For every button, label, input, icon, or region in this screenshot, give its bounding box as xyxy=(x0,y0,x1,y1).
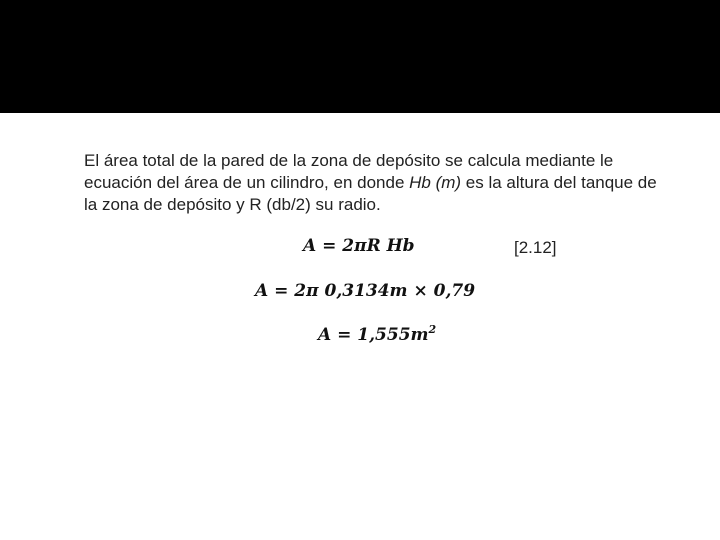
equation-lhs: A xyxy=(318,325,332,345)
equation-exponent: 2 xyxy=(428,323,437,336)
paragraph-italic-term: Hb (m) xyxy=(409,173,462,192)
equation-substitution xyxy=(255,281,475,301)
paragraph-text-start: El área total de la pared de la zona de depósito se calcula mediante le ecuación del área de un cilindro, en donde xyxy=(84,151,614,192)
equation-rhs: 1,555m xyxy=(357,325,429,345)
equation-rhs: 2πR Hb xyxy=(342,236,415,256)
equation-number: [2.12] xyxy=(514,238,557,257)
equation-result xyxy=(318,323,436,345)
equation-cylinder-area-formula xyxy=(303,236,415,256)
equation-lhs: A xyxy=(255,281,269,301)
equation-equals: = xyxy=(331,325,358,345)
equation-equals: = xyxy=(268,281,295,301)
equation-lhs: A xyxy=(303,236,317,256)
top-black-band xyxy=(0,0,720,113)
equation-equals: = xyxy=(316,236,343,256)
body-paragraph xyxy=(84,150,664,216)
equation-rhs: 2π 0,3134m × 0,79 xyxy=(294,281,476,301)
paragraph-text-end: es la altura del tanque de la zona de depósito y R (db/2) su radio. xyxy=(84,173,657,214)
